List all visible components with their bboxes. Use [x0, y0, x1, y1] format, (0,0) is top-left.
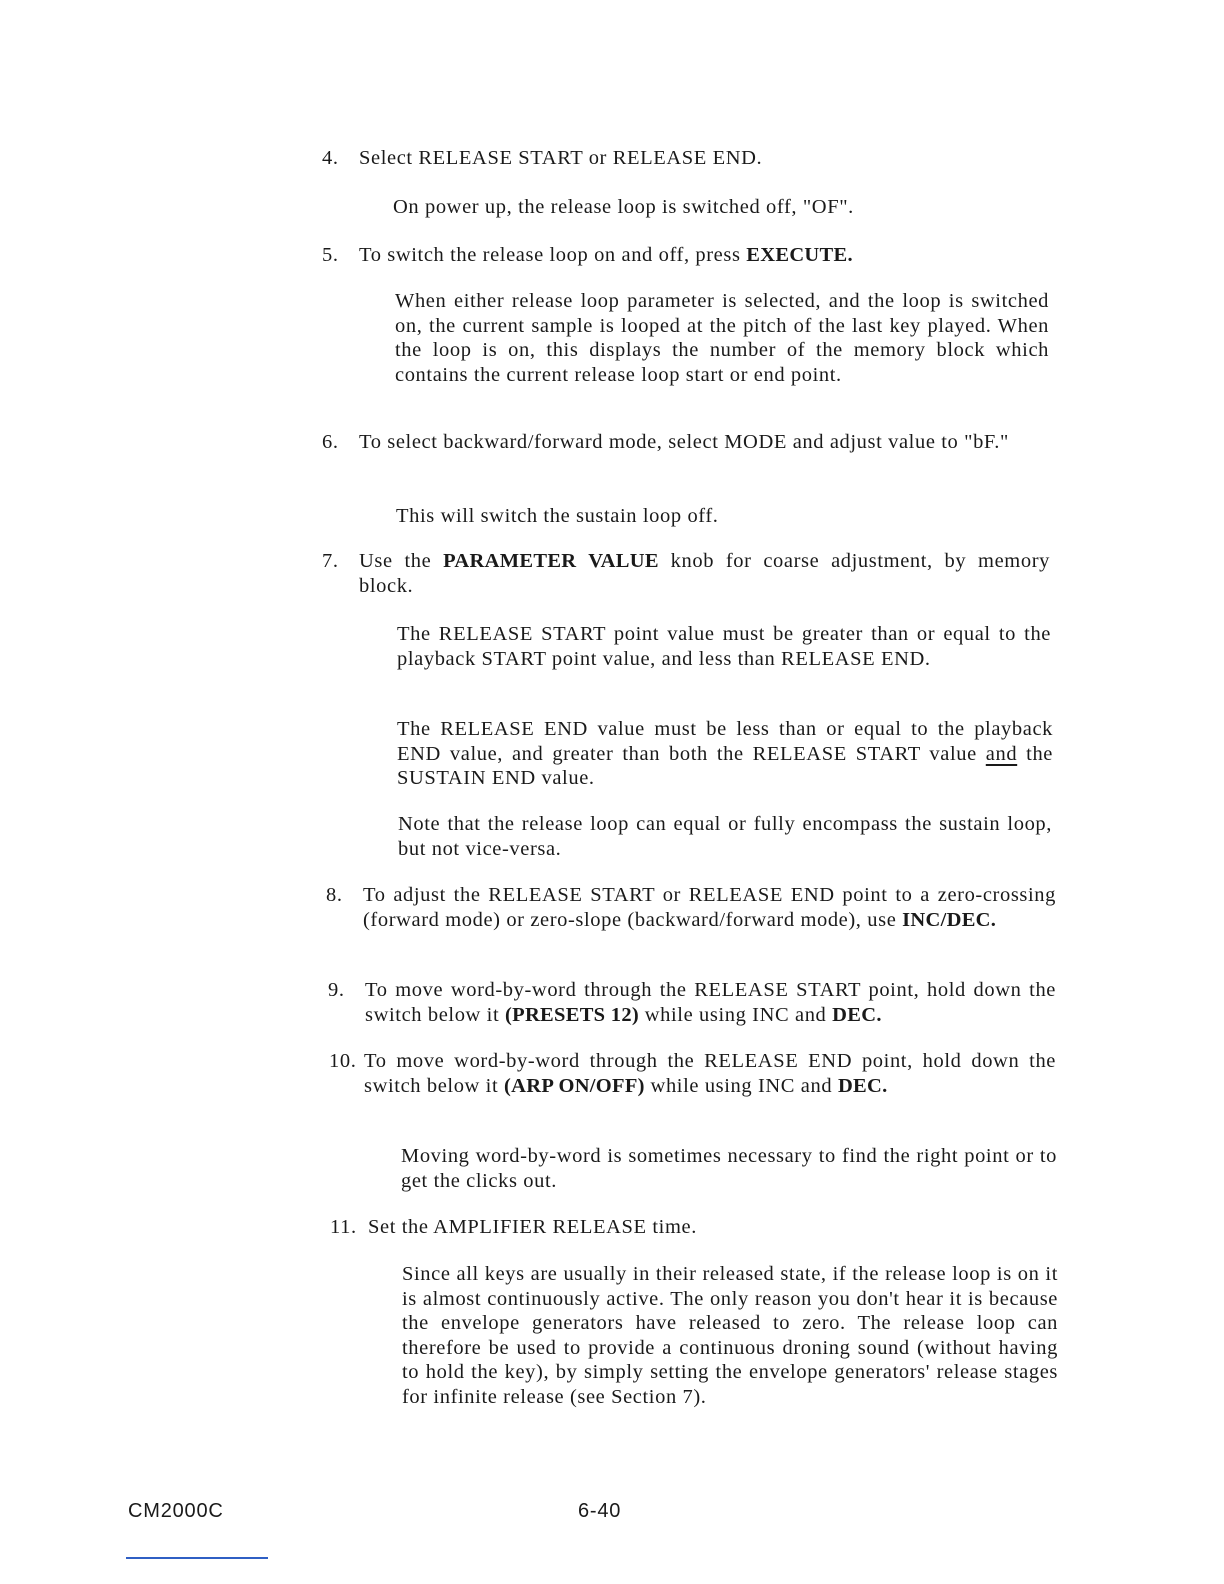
inc-dec-label: INC/DEC. [902, 908, 997, 931]
document-id: CM2000C [128, 1500, 224, 1522]
step-11-note: Since all keys are usually in their released state, if the release loop is on it is almost continuously active. The only reason you don't hear it is because the envelope generators have released to zero. The release loop can therefore be used to provide a continuous droning sound (without having to hold the key), by simply setting the envelope generators' release stages for infinite release (see Section 7). [402, 1263, 1058, 1408]
step-5-note: When either release loop parameter is selected, and the loop is switched on, the current sample is looped at the pitch of the last key played. When the loop is on, this displays the number of the memory block which contains the current release loop start or end point. [395, 290, 1049, 386]
dec-label: DEC. [832, 1003, 882, 1026]
step-11 [330, 1215, 1056, 1240]
execute-key-label: EXECUTE. [746, 244, 853, 266]
arp-label: (ARP ON/OFF) [504, 1074, 645, 1097]
step-8: 8. To adjust the RELEASE START or RELEASE END point to a zero-crossing (forward mode) or zero-slope (backward/forward mode), use INC/DEC. [326, 884, 1056, 931]
step-number: 10. [329, 1050, 357, 1072]
step-number: 6. [322, 431, 339, 453]
step-7-note-1: The RELEASE START point value must be greater than or equal to the playback START point value, and less than RELEASE END. [397, 623, 1051, 670]
step-6 [322, 430, 1050, 455]
dec-label: DEC. [837, 1074, 888, 1097]
step-4-note: On power up, the release loop is switched off, "OF". [393, 196, 854, 218]
step-text: To select backward/forward mode, select MODE and adjust value to "bF." [359, 431, 1009, 453]
step-text: Set the AMPLIFIER RELEASE time. [368, 1216, 697, 1238]
step-7-note-2: The RELEASE END value must be less than or equal to the playback END value, and greater than both the RELEASE START value and the SUSTAIN END value. [397, 718, 1053, 789]
parameter-label: PARAMETER [443, 550, 577, 572]
step-text: To switch the release loop on and off, press [359, 244, 747, 266]
step-number: 7. [322, 550, 339, 572]
step-10-note: Moving word-by-word is sometimes necessary to find the right point or to get the clicks out. [401, 1145, 1057, 1192]
step-7-note-3: Note that the release loop can equal or fully encompass the sustain loop, but not vice-versa. [398, 813, 1052, 860]
presets-label: (PRESETS 12) [505, 1003, 640, 1026]
page-number: 6-40 [578, 1500, 622, 1522]
step-6-note: This will switch the sustain loop off. [396, 505, 719, 527]
step-number: 5. [322, 244, 339, 266]
step-number: 11. [330, 1216, 357, 1238]
step-9: 9. To move word-by-word through the RELEASE START point, hold down the switch below it (PRESETS 12) while using INC and DEC. [328, 979, 1056, 1026]
step-7: 7. Use the PARAMETER VALUE knob for coarse adjustment, by memory block. [322, 550, 1050, 597]
scan-artifact-line [126, 1557, 268, 1559]
step-number: 8. [326, 884, 343, 906]
step-5 [322, 243, 1052, 268]
step-number: 9. [328, 979, 345, 1001]
value-label: VALUE [588, 550, 659, 572]
step-10: 10. To move word-by-word through the RELEASE END point, hold down the switch below it (ARP ON/OFF) while using INC and DEC. [329, 1050, 1056, 1097]
step-text: Select RELEASE START or RELEASE END. [359, 147, 763, 169]
step-4 [322, 146, 1052, 171]
underlined-and: and [985, 742, 1018, 765]
step-number: 4. [322, 147, 339, 169]
